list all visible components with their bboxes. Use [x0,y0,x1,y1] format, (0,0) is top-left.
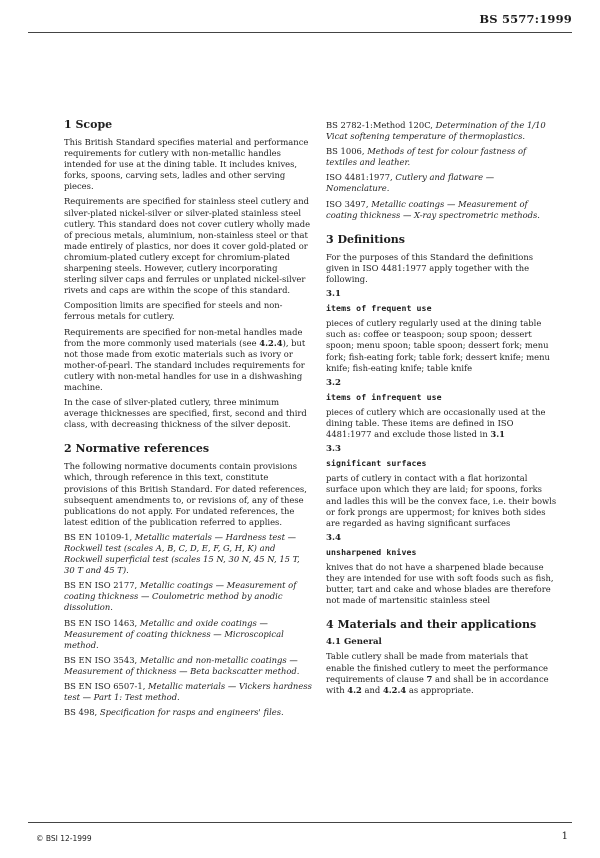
materials-paragraph: Table cutlery shall be made from materials that enable the finished cutlery to meet the performance requirements of clause 7 and shall be in accordance with 4.2 and 4.2.4 as appropriate. [326,651,549,695]
reference-entry: BS 2782-1:Method 120C, Determination of the 1/10 Vicat softening temperature of thermoplastics. [326,120,546,142]
definition-text: knives that do not have a sharpened blade because they are intended for use with soft foods such as fish, butter, tart and cake and whose blades are therefore not made of martensitic stainless steel [326,562,554,606]
materials-subheading: 4.1 General [326,637,382,648]
page-number: 1 [561,831,568,842]
normative-references-heading: 2 Normative references [64,442,210,456]
left-column [64,118,312,722]
definition-text: pieces of cutlery regularly used at the dining table such as: coffee or teaspoon; soup spoon; dessert spoon; menu spoon; table spoon; dessert fork; menu fork; fish-eating fork; table fork; dessert knife; menu knife; fish-eating knife; table knife [326,318,550,373]
definition-number: 3.4 [326,532,341,543]
scope-paragraph-5: In the case of silver-plated cutlery, three minimum average thicknesses are specified, first, second and third class, with decreasing thickness of the silver deposit. [64,397,307,430]
definition-term: items of infrequent use [326,391,442,402]
reference-entry: ISO 3497, Metallic coatings — Measurement of coating thickness — X-ray spectrometric methods. [326,198,540,220]
definitions-intro: For the purposes of this Standard the definitions given in ISO 4481:1977 apply together with the following. [326,251,534,284]
reference-entry: BS EN ISO 1463, Metallic and oxide coatings — Measurement of coating thickness — Microscopical method. [64,617,284,650]
clause-link: 7 [426,673,433,684]
header-rule [28,32,572,33]
definition-term: unsharpened knives [326,546,417,557]
definition-text: parts of cutlery in contact with a flat horizontal surface upon which they are laid; for spoons, forks and ladles this will be the convex face, i.e. their bowls or fork prongs are uppermost; for knives both sides are regarded as having significant surfaces [326,473,557,528]
right-column [326,120,558,700]
definition-number: 3.2 [326,377,341,388]
scope-paragraph-2: Requirements are specified for stainless steel cutlery and silver-plated nickel-silver or silver-plated stainless steel cutlery. This standard does not cover cutlery wholly made of precious metals, aluminium, non-stainless steel or that made entirely of plastics, nor does it cover gold-plated or chromium-plated cutlery except for chromium-plated sharpening steels. However, cutlery incorporating sterling silver caps and ferrules or unplated nickel-silver rivets and caps are within the scope of this standard. [64,196,311,296]
definition-text: pieces of cutlery which are occasionally used at the dining table. These items are defined in ISO 4481:1977 and exclude those listed in 3.1 [326,406,546,440]
clause-link: 4.2 [347,684,362,695]
scope-paragraph-1: This British Standard specifies material and performance requirements for cutlery with non-metallic handles intended for use at the dining table. It includes knives, forks, spoons, carving sets, ladles and other serving pieces. [64,137,309,192]
reference-entry: BS EN ISO 3543, Metallic and non-metallic coatings — Measurement of thickness — Beta backscatter method. [64,654,300,676]
clause-link: 3.1 [490,429,505,440]
definition-number: 3.3 [326,444,341,455]
definition-term: items of frequent use [326,303,432,314]
reference-entry: BS EN ISO 6507-1, Metallic materials — Vickers hardness test — Part 1: Test method. [64,681,312,703]
reference-entry: ISO 4481:1977, Cutlery and flatware — Nomenclature. [326,172,495,194]
scope-paragraph-3: Composition limits are specified for steels and non-ferrous metals for cutlery. [64,300,283,322]
scope-heading: 1 Scope [64,118,113,131]
scope-paragraph-4: Requirements are specified for non-metal handles made from the more commonly used materials (see 4.2.4), but not those made from exotic materials such as ivory or mother-of-pearl. The standard includes requirements for cutlery with non-metal handles for use in a dishwashing machine. [64,326,306,392]
clause-link: 4.2.4 [382,684,407,695]
reference-entry: BS 1006, Methods of test for colour fastness of textiles and leather. [326,146,527,168]
definition-number: 3.1 [326,289,341,300]
materials-heading: 4 Materials and their applications [326,618,537,632]
clause-link: 4.2.4 [259,337,283,348]
footer-rule [28,822,572,823]
copyright-notice: © BSI 12-1999 [36,834,92,843]
definition-term: significant surfaces [326,458,427,469]
reference-entry: BS EN ISO 2177, Metallic coatings — Measurement of coating thickness — Coulometric method by anodic dissolution. [64,580,297,613]
normative-intro: The following normative documents contain provisions which, through reference in this text, constitute provisions of this British Standard. For dated references, subsequent amendments to, or revisions of, any of these publications do not apply. For undated references, the latest edition of the publication referred to applies. [64,461,307,527]
document-id: BS 5577:1999 [479,12,572,26]
definitions-heading: 3 Definitions [326,232,405,246]
reference-entry: BS EN 10109-1, Metallic materials — Hardness test — Rockwell test (scales A, B, C, D, E, F, G, H, K) and Rockwell superficial test (scales 15 N, 30 N, 45 N, 15 T, 30 T and 45 T). [64,531,300,576]
reference-entry: BS 498, Specification for rasps and engineers' files. [64,707,284,718]
